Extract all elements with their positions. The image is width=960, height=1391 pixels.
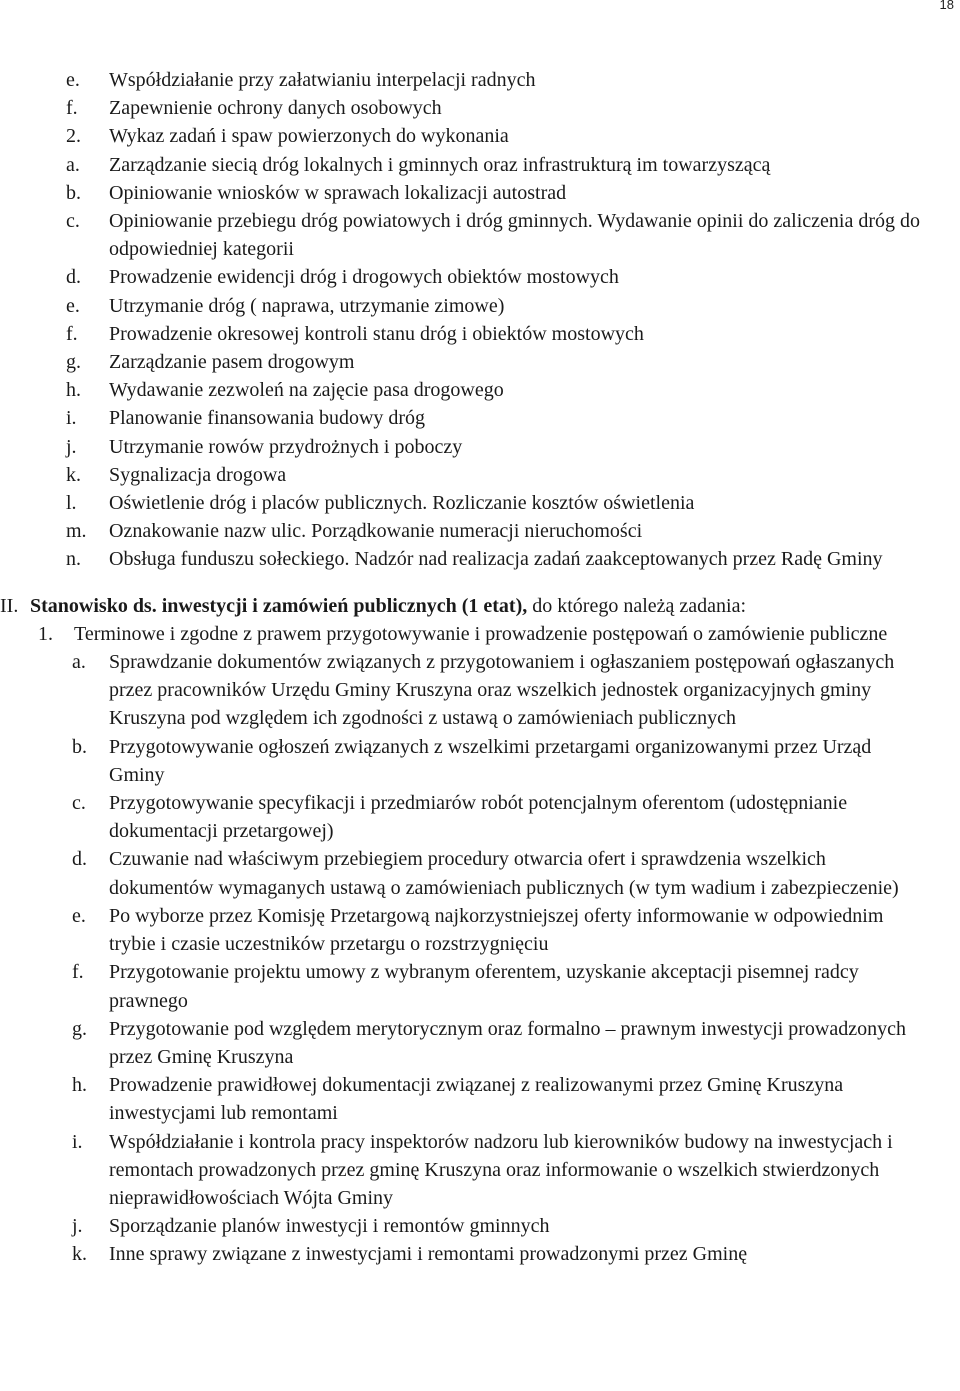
task-list-roads [0, 66, 960, 574]
list-item-marker: 2. [66, 125, 81, 148]
list-item-marker: e. [66, 69, 80, 91]
list-item-text: Sporządzanie planów inwestycji i remontów gminnych [109, 1215, 550, 1238]
list-item-text: Przygotowanie pod względem merytorycznym oraz formalno – prawnym inwestycji prowadzonych przez Gminę Kruszyna [109, 1017, 906, 1068]
section-gap [0, 574, 960, 592]
list-item [0, 517, 960, 545]
list-item [0, 404, 960, 432]
page-number: 18 [939, 0, 954, 12]
list-item [0, 620, 960, 648]
section-marker: II. [0, 594, 19, 617]
list-item-text: Sygnalizacja drogowa [109, 463, 287, 486]
list-item [0, 845, 960, 901]
list-item-marker: a. [72, 651, 86, 674]
list-item-marker: j. [66, 435, 77, 458]
section-heading [0, 592, 960, 620]
list-item [0, 122, 960, 150]
list-item-marker: g. [72, 1017, 87, 1040]
list-item [0, 789, 960, 845]
list-item-marker: b. [72, 735, 87, 758]
section-title-normal: do którego należą zadania: [527, 594, 747, 617]
task-list-investments [0, 620, 960, 1269]
list-item-text: Zapewnienie ochrony danych osobowych [109, 97, 442, 120]
list-item [0, 207, 960, 263]
list-item-text: Prowadzenie prawidłowej dokumentacji związanej z realizowanymi przez Gminę Kruszyna inwestycjami lub remontami [109, 1074, 844, 1125]
list-item [0, 66, 960, 94]
list-item-text: Zarządzanie pasem drogowym [109, 351, 355, 374]
list-item [0, 292, 960, 320]
list-item-text: Oznakowanie nazw ulic. Porządkowanie numeracji nieruchomości [109, 520, 643, 543]
list-item [0, 1212, 960, 1240]
list-item-text: Przygotowywanie ogłoszeń związanych z wszelkimi przetargami organizowanymi przez Urząd Gminy [109, 735, 872, 786]
list-item-marker: g. [66, 351, 81, 374]
list-item-text: Obsługa funduszu sołeckiego. Nadzór nad realizacja zadań zaakceptowanych przez Radę Gminy [109, 548, 883, 571]
list-item-text: Prowadzenie okresowej kontroli stanu dróg i obiektów mostowych [109, 322, 644, 345]
list-item-marker: e. [66, 294, 80, 317]
list-item-text: Prowadzenie ewidencji dróg i drogowych obiektów mostowych [109, 266, 619, 289]
list-item [0, 376, 960, 404]
list-item-marker: c. [72, 792, 86, 815]
list-item [0, 1015, 960, 1071]
list-item [0, 1240, 960, 1268]
list-item [0, 151, 960, 179]
list-item-text: Planowanie finansowania budowy dróg [109, 407, 426, 430]
list-item [0, 489, 960, 517]
list-item [0, 461, 960, 489]
list-item-marker: i. [66, 407, 77, 430]
section-title [30, 592, 924, 620]
list-item-marker: f. [66, 97, 78, 120]
list-item [0, 648, 960, 733]
list-item-text: Przygotowanie projektu umowy z wybranym oferentem, uzyskanie akceptacji pisemnej radcy prawnego [109, 961, 859, 1012]
list-item-marker: i. [72, 1130, 83, 1153]
list-item-text: Czuwanie nad właściwym przebiegiem procedury otwarcia ofert i sprawdzenia wszelkich dokumentów wymaganych ustawą o zamówieniach publicznych (w tym wadium i zabezpieczenie) [109, 848, 899, 899]
list-item-text: Po wyborze przez Komisję Przetargową najkorzystniejszej oferty informowanie w odpowiednim trybie i czasie uczestników przetargu o rozstrzygnięciu [109, 904, 884, 956]
list-item-text: Oświetlenie dróg i placów publicznych. Rozliczanie kosztów oświetlenia [109, 492, 695, 515]
list-item-marker: 1. [38, 622, 53, 645]
list-item-text: Przygotowywanie specyfikacji i przedmiarów robót potencjalnym oferentom (udostępnianie dokumentacji przetargowej) [109, 792, 848, 843]
list-item-marker: d. [72, 848, 87, 871]
list-item-text: Opiniowanie wniosków w sprawach lokalizacji autostrad [109, 181, 567, 204]
list-item [0, 348, 960, 376]
list-item [0, 320, 960, 348]
list-item-marker: d. [66, 266, 81, 289]
list-item-marker: j. [72, 1215, 83, 1238]
list-item-marker: m. [66, 520, 87, 543]
list-item [0, 733, 960, 789]
list-item-text: Inne sprawy związane z inwestycjami i remontami prowadzonymi przez Gminę [109, 1243, 748, 1266]
list-item-marker: h. [66, 379, 81, 402]
list-item-marker: n. [66, 548, 81, 571]
list-item [0, 179, 960, 207]
list-item-text: Opiniowanie przebiegu dróg powiatowych i dróg gminnych. Wydawanie opinii do zaliczenia dróg do odpowiedniej kategorii [109, 210, 920, 261]
list-item [0, 902, 960, 958]
list-item-marker: c. [66, 210, 80, 233]
list-item-text: Wykaz zadań i spaw powierzonych do wykonania [109, 125, 509, 148]
list-item-marker: l. [66, 492, 77, 515]
list-item [0, 94, 960, 122]
list-item-text: Współdziałanie przy załatwianiu interpelacji radnych [109, 69, 536, 91]
list-item-marker: a. [66, 153, 80, 176]
document-body [0, 66, 960, 1269]
list-item [0, 1128, 960, 1213]
list-item [0, 263, 960, 291]
list-item-text: Utrzymanie dróg ( naprawa, utrzymanie zimowe) [109, 294, 505, 317]
list-item-marker: h. [72, 1074, 87, 1097]
list-item-text: Utrzymanie rowów przydrożnych i poboczy [109, 435, 463, 458]
list-item-marker: e. [72, 904, 86, 927]
list-item-text: Zarządzanie siecią dróg lokalnych i gminnych oraz infrastrukturą im towarzyszącą [109, 153, 771, 176]
list-item-text: Wydawanie zezwoleń na zajęcie pasa drogowego [109, 379, 504, 402]
list-item-marker: f. [66, 322, 78, 345]
list-item-marker: k. [66, 463, 81, 486]
list-item [0, 433, 960, 461]
list-item [0, 958, 960, 1014]
list-item [0, 1071, 960, 1127]
list-item-text: Sprawdzanie dokumentów związanych z przygotowaniem i ogłaszaniem postępowań ogłaszanych przez pracowników Urzędu Gminy Kruszyna oraz wszelkich jednostek organizacyjnych gminy Kruszyna pod względem ich zgodności z ustawą o zamówieniach publicznych [109, 651, 895, 730]
list-item-marker: k. [72, 1243, 87, 1266]
list-item [0, 545, 960, 573]
section-title-bold: Stanowisko ds. inwestycji i zamówień publicznych (1 etat), [30, 594, 528, 617]
list-item-text: Terminowe i zgodne z prawem przygotowywanie i prowadzenie postępowań o zamówienie publiczne [74, 622, 888, 645]
list-item-text: Współdziałanie i kontrola pracy inspektorów nadzoru lub kierowników budowy na inwestycjach i remontach prowadzonych przez gminę Kruszyna oraz informowanie o wszelkich stwierdzonych nieprawidłowościach Wójta Gminy [109, 1130, 893, 1209]
list-item-marker: f. [72, 961, 84, 984]
list-item-marker: b. [66, 181, 81, 204]
